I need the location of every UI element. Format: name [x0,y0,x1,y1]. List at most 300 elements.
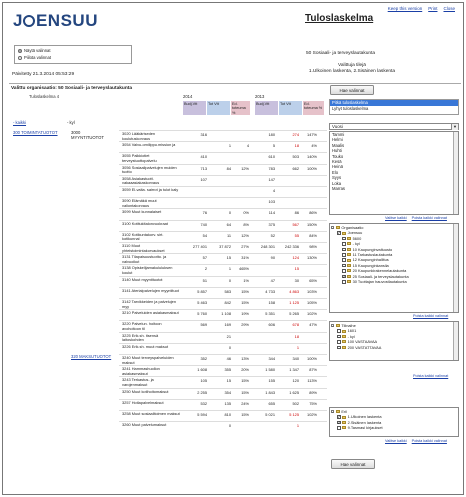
row-label: 3257 Hotlapalvelmaksut [122,399,164,405]
row-value: 678 [292,322,299,328]
row-value: 120 [292,378,299,384]
row-value: 1 843 [265,389,275,395]
row-value: 355 [224,367,231,373]
joensuu-logo: J ENSUU [13,11,98,30]
row-label: 3243 Terkastus- ja varojenmaksut [122,377,154,387]
period-option[interactable]: Tammi [332,132,345,137]
row-value: 352 [200,356,207,361]
row-value: 102% [307,311,317,317]
row-value: 113% [307,378,317,384]
row-value: 0% [243,210,249,216]
folder-icon [347,275,351,278]
table-row [119,175,327,186]
row-value: 4 [246,143,249,149]
row-value: 340 [292,356,299,361]
folder-icon [342,426,346,429]
period-option[interactable]: Syys [332,175,342,181]
tree-item-label: 20 Kaupunkirakennelautakunta [352,268,407,274]
scrollbar[interactable] [453,132,458,214]
row-value: 51 [202,277,207,283]
tree-item-label: 200 VASTATTAVAA [347,344,382,350]
clear-accounts-link[interactable]: Poista kaikki valinnat [413,374,449,378]
row-value: 274 [292,132,299,137]
col-budget-2014: Budj.Vtt [183,101,207,115]
row-value: 15 [226,378,231,384]
row-value: 2 [204,266,207,272]
row-value: 5 463 [197,300,207,305]
year-2013: 2013 [255,94,265,99]
row-value: 4% [311,143,317,149]
row-value: 86% [309,210,317,216]
row-value: 55 [294,232,299,238]
tree-item-label: 9.Tasmasi kirjaukset [347,425,383,431]
row-value: 47% [309,322,317,328]
row-value: 21 [226,333,231,339]
row-value: 12% [241,232,249,238]
folder-icon [347,264,351,267]
tree-item-label: 5600 [352,235,362,241]
keep-version-link[interactable]: Keep this version [387,6,423,11]
table-row [119,253,327,264]
folder-icon [347,237,351,240]
table-row [119,365,327,376]
tree-item-label: 12 Kaupunginhallitus [352,257,389,263]
tree-item[interactable] [331,345,457,350]
tree-item-label: 11 Tarkastuslautakunta [352,252,393,258]
row-value: 155 [268,378,275,384]
table-row [119,376,327,387]
row-value: 105% [307,300,317,305]
table-row [119,410,327,421]
report-table [11,92,327,495]
row-value: 31% [241,255,249,261]
row-value: 20% [241,367,249,373]
divider [9,83,461,84]
close-link[interactable]: Close [443,6,455,11]
col-pct-2014: Ed. toteuma % [231,101,251,115]
checkbox[interactable] [342,280,346,284]
row-value: 98% [309,244,317,249]
row-value: 5 265 [289,311,299,317]
folder-icon [342,335,346,338]
report-type-list[interactable] [329,99,459,115]
row-label: 3260 Muut palvelumaksut [122,422,167,428]
row-value: 52 [270,232,275,238]
report-unit: 50 Sosiaali- ja terveyslautakunta [306,51,376,56]
row-value: 316 [200,132,207,137]
folder-icon [342,340,346,343]
row-value: 147 [268,176,275,182]
row-value: 4 863 [289,288,299,294]
row-value: 158 [268,300,275,305]
row-value: 47 [270,277,275,283]
row-value: 5 594 [197,412,207,417]
table-row [119,186,327,197]
row-value: 13% [241,356,249,361]
checkbox[interactable] [337,340,341,344]
period-listbox[interactable] [329,131,459,215]
checkbox[interactable] [337,335,341,339]
row-value: 375 [268,221,275,227]
clear-org-link[interactable]: Poista kaikki valinnat [413,314,449,318]
row-value: 1 [228,143,231,149]
row-value: 344 [268,356,275,361]
row-value: 65% [309,277,317,283]
folder-icon [336,324,340,327]
row-value: 180 [268,132,275,137]
table-row [119,208,327,219]
group-maksutuotot[interactable]: 320 MAKSUTUOTOT [71,354,112,359]
tree-item-label: 2.Sisäinen laskenta [347,419,382,425]
row-label: 3240 Muut terveyspalveluiden maksut [122,355,174,365]
tree-item-label: 15 Kaupunginkanslia [352,262,389,268]
tree-item-label: - kyl [347,333,355,339]
row-value: 100% [307,356,317,361]
row-value: 19% [241,311,249,317]
row-label: 3055 Palkkiotiet terveystuottopalvelu [122,153,157,163]
row-value: 410 [200,154,207,160]
checkbox[interactable] [337,426,341,430]
row-value: 18 [294,333,299,339]
radio-icon[interactable] [18,56,22,60]
row-label: 3059 El-valta. sairrot ja tulot kaly [122,187,179,192]
row-label: 3110 Muut yhteistoimintakorvaukset [122,243,165,253]
row-value: 740 [200,221,207,227]
account-tree[interactable] [329,321,459,361]
checkbox[interactable] [337,421,341,425]
period-option[interactable]: Marras [332,186,346,192]
row-value: 29% [241,322,249,328]
table-row [119,298,327,309]
row-value: 1 [296,344,299,350]
row-label: 3225 Erik.sh. itsensä laitoskohden [122,332,159,343]
checkbox[interactable] [342,237,346,241]
row-value: 15% [241,378,249,384]
row-value: 11 [226,232,231,238]
report-window [2,2,464,495]
scrollbar[interactable] [453,322,458,360]
col-actual-2014: Tot Vtt [207,101,231,115]
row-value: 46 [226,356,231,361]
selected-org-line: Valittu organisaatio: 50 Sosiaali- ja terveyslautakunta [11,86,133,91]
table-row [119,242,327,253]
period-links [385,216,447,220]
tree-item-label: 10 Kaupunginvaltuusto [352,246,393,252]
account-tree-root[interactable]: − Tilinaihe [332,323,356,328]
table-row [119,164,327,175]
row-label: 3056 Sosiaalipalvelujen muiden tuotto [122,164,177,175]
group-toimintatuotot[interactable]: 300 TOIMINTATUOTOT [13,130,58,135]
checkbox[interactable] [337,231,341,235]
row-value: 27% [241,244,249,249]
table-row [119,130,327,141]
folder-icon [347,242,351,245]
row-value: 655 [268,400,275,406]
row-label: 3058 Asiakastuott. vakaaasiakaskorvaus [122,175,160,186]
period-option[interactable]: Huhti [332,148,342,154]
tree-item-label: 25 Sosiaali- ja terveyslautakunta [352,273,409,279]
row-label: 3020 Lääkäriseden koulutuskorvaus [122,131,156,141]
org-links [413,314,448,318]
year-2014: 2014 [183,94,193,99]
row-value: 103 [268,199,275,205]
row-value: 842 [224,300,231,305]
fetch-selections-button-bottom[interactable]: Hae valinnat [331,459,375,469]
row-value: 502 [292,400,299,406]
row-label: 3102 Kotikuntakorv. sirt. kotikunnal [122,231,164,242]
row-value: 610 [268,154,275,160]
row-value: 1 625 [289,389,299,395]
collapse-icon[interactable]: − [332,324,334,328]
col-actual-2013: Tot Vtt [279,101,303,115]
scrollbar[interactable] [453,224,458,312]
period-option[interactable]: Heinä [332,164,343,170]
tree-item-label: Joensuu [347,230,363,236]
collapse-all-link[interactable]: - kaikki [13,120,27,125]
row-label: 3141 Aterialpalvelujen myyntituot [122,287,179,293]
row-value: 15% [241,389,249,395]
row-value: 18 [294,143,299,149]
row-label: 3250 Muut kotihoitomaksut [122,388,169,394]
row-label: 3100 Kotitukitalonvuokraat [122,220,168,226]
tree-item[interactable] [331,425,457,430]
row-value: 5 760 [197,311,207,317]
table-row [119,309,327,320]
folder-icon [347,253,351,256]
period-option[interactable]: Maalis [332,142,345,148]
row-value: 713 [200,165,207,171]
row-value: 169 [224,322,231,328]
tree-item-label: 1601 [347,328,357,334]
tree-item-label: 100 VASTAAVAA [347,339,378,345]
tree-item[interactable] [331,279,457,284]
row-value: 606 [268,322,275,328]
checkbox[interactable] [342,248,346,252]
checkbox[interactable] [337,346,341,350]
row-value: 103% [307,288,317,294]
row-value: 4 [272,188,275,193]
folder-icon [347,248,351,251]
row-value: 102% [307,412,317,417]
row-value: 54 [202,232,207,238]
row-value: 89% [309,389,317,395]
folder-icon [342,232,346,235]
table-row [119,399,327,410]
period-option[interactable]: Kesä [332,159,342,165]
period-option[interactable]: Helmi [332,137,343,143]
folder-icon [347,280,351,283]
row-value: 662 [292,165,299,171]
folder-icon [336,410,340,413]
table-row [119,231,327,242]
table-row [119,276,327,287]
clear-ext-link[interactable]: Poista kaikki valinnat [411,439,447,443]
row-label: 3241 Hammashuollon asiakasmaksut [122,366,160,376]
row-value: 1 580 [265,367,275,373]
row-value: 1 347 [289,367,299,373]
row-value: 124 [292,255,299,261]
folder-icon [347,259,351,262]
row-value: 5 125 [289,412,299,417]
page-title: Tuloslaskelma [305,13,374,24]
org-tree[interactable] [329,223,459,313]
checkbox[interactable] [337,415,341,419]
table-subheading: Tuloslaskelma 4 [29,94,60,99]
table-row [119,388,327,399]
checkbox[interactable] [342,242,346,246]
folder-icon [342,421,346,424]
row-value: 135 [224,400,231,406]
row-value: 1 608 [197,367,207,373]
radio-show-selections[interactable]: Näytä valinnat [18,48,128,55]
row-value: 569 [200,322,207,328]
table-row [119,421,327,432]
select-all-periods-link[interactable]: Valitse kaikki [385,216,407,220]
table-row [119,343,327,354]
row-value: 354 [224,389,231,395]
row-value: 1 [228,266,231,272]
row-value: 107 [200,176,207,182]
row-value: 147% [307,132,317,137]
row-value: 2 255 [197,389,207,395]
collapse-kyl-label: - kyl [67,120,75,125]
account-links [413,374,448,378]
row-value: 84% [309,232,317,238]
row-value: 140% [307,154,317,160]
print-link[interactable]: Print [428,6,438,11]
folder-icon [342,416,346,419]
row-value: 242 336 [284,244,299,249]
updated-timestamp: Päivitetty 21.3.2014 05:53:29 [12,72,75,77]
row-value: 84 [226,165,231,171]
row-value: 15 [294,266,299,272]
collapse-icon[interactable]: − [332,410,334,414]
checkbox[interactable] [342,253,346,257]
row-value: 810 [224,412,231,417]
period-option[interactable]: Loka [332,180,342,186]
radio-hide-selections[interactable]: Piilota valinnat [18,55,128,62]
tree-item-label: 1.Ulkoinen laskenta [347,414,382,420]
row-value: 75% [309,400,317,406]
subgroup-myyntituotot: 3000 MYYNTITUOTOT [71,130,104,140]
table-row [119,287,327,298]
row-value: 8% [243,221,249,227]
table-row [119,354,327,365]
row-value: 5 351 [265,311,275,317]
row-value: 1% [243,277,249,283]
selection-visibility-radios [14,45,132,64]
row-value: 100% [307,165,317,171]
row-value: 150% [307,221,317,227]
fetch-selections-button-top[interactable]: Hae valinnat [330,85,374,95]
row-value: 5 021 [265,412,275,417]
row-value: 130% [307,255,317,261]
period-select[interactable]: Vuosi ▼ [329,123,459,130]
row-label: 3054 Valvu-omilippu.mission ja [122,142,176,148]
checkbox[interactable] [342,275,346,279]
report-option-long[interactable]: Pitkä tuloslaskelma [330,100,458,106]
row-value: 503 [292,154,299,160]
chevron-down-icon[interactable]: ▼ [451,124,458,130]
row-label: 3142 Tarvikkeiden ja palvelujen myy [122,299,177,309]
checkbox[interactable] [342,269,346,273]
row-value: 532 [200,400,207,406]
col-budget-2013: Budj.Vtt [255,101,279,115]
row-value: 15% [241,300,249,305]
row-value: 0 [228,344,231,350]
row-value: 5 857 [197,288,207,294]
row-label: 3131 Tilapaisuustuotto. ja valvuoikut [122,254,167,264]
table-row [119,197,327,208]
table-row [119,220,327,231]
clear-periods-link[interactable]: Poista kaikki valinnat [411,216,447,220]
row-value: 4 733 [265,288,275,294]
checkbox[interactable] [342,258,346,262]
row-value: 5 [272,143,275,149]
extension-tree[interactable] [329,407,459,437]
table-row [119,141,327,152]
table-row [119,332,327,343]
checkbox[interactable] [337,329,341,333]
period-option[interactable]: Touko [332,153,344,159]
row-value: 30 [294,277,299,283]
extension-links [385,439,447,443]
table-row [119,320,327,331]
row-value: 1 125 [289,300,299,305]
period-option[interactable]: Elo [332,169,339,175]
row-value: 465% [239,266,249,272]
row-value: 583 [224,288,231,294]
extension-tree-root[interactable]: − Eril [332,409,348,414]
report-option-short[interactable]: Lyhyt tuloslaskelma [332,105,369,111]
row-value: 15% [241,412,249,417]
row-label: 3220 Palvelun. hoitoon avohoitoon til [122,321,162,331]
table-row [119,152,327,163]
row-value: 37 872 [219,244,231,249]
folder-icon [342,330,346,333]
row-label: 3210 Palveluiden asiakasmaksut [122,310,179,316]
row-value: 783 [268,165,275,171]
row-value: 12% [241,165,249,171]
row-value: 0 [228,210,231,216]
row-value: 86 [294,210,299,216]
row-value: 0 [228,423,231,429]
col-pct-2013: Ed. toteuma % [303,101,325,115]
row-value: 114 [268,210,275,216]
row-value: 567 [292,221,299,227]
row-label: 3090 Elämäkä muut valiontakorvaus [122,198,157,208]
radio-icon[interactable] [18,49,22,53]
row-label: 3226 Erik.sh. muut maksut [122,343,169,349]
table-row [119,264,327,275]
row-value: 87% [309,367,317,373]
select-all-ext-link[interactable]: Valitse kaikki [385,439,407,443]
checkbox[interactable] [342,264,346,268]
selection-info: Valittuja tilejä 1.Ulkoinen laskenta, 2.Sisäinen laskenta [308,63,396,74]
row-value: 277 401 [192,244,207,249]
row-value: 76 [202,210,207,216]
folder-icon [342,346,346,349]
row-label: 3138 Opiskelijamakululuksen koulut [122,265,173,275]
org-tree-root[interactable]: − Organisaatio [332,225,364,230]
folder-icon [336,226,340,229]
row-value: 90 [270,255,275,261]
row-value: 248 301 [260,244,275,249]
collapse-icon[interactable]: − [332,226,334,230]
row-value: 24% [241,400,249,406]
row-value: 0 [228,277,231,283]
row-value: 1 [296,423,299,429]
